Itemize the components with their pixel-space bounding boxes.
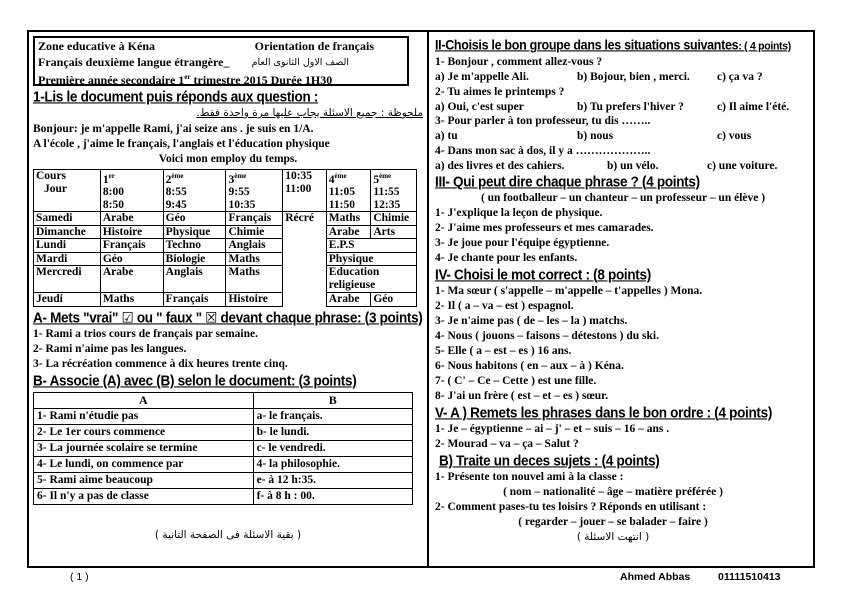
topic-1: 1- Présente ton nouvel ami à la classe : [435,471,624,483]
arabic-grade-label: الصف الاول الثانوى العام [251,56,349,68]
subject-cell: Arabe [100,212,163,226]
question: 3- Pour parler à ton professeur, tu dis …….. [435,115,651,127]
table-row [34,440,413,456]
part3-options: ( un footballeur – un chanteur – un professeur – un élève ) [480,192,766,204]
table-row [34,408,413,424]
column-a-cell: 1- Rami n'étudie pas [34,408,254,424]
subject-cell: Maths [100,293,163,307]
part5-item: 1- Je – égyptienne – ai – j' – et – suis – 16 – ans . [435,423,670,435]
options-row: a) Je m'appelle Ali. b) Bojour, bien , merci. c) ça va ? [435,71,763,83]
partA-item: 1- Rami a trios cours de français par semaine. [33,327,258,340]
period-1-header: 1er 8:00 8:50 [100,170,163,212]
question: 1- Bonjour , comment allez-vous ? [435,56,603,68]
day-cell: Dimanche [34,225,101,239]
column-b-cell: c- le vendredi. [253,440,412,456]
column-a-cell: 5- Rami aime beaucoup [34,472,254,488]
column-a-cell: 2- Le 1er cours commence [34,424,254,440]
schedule-row [34,212,417,226]
part5b-title: B) Traite un deces sujets : (4 points) [439,452,660,469]
question: 2- Tu aimes le printemps ? [435,85,565,98]
subject-cell: Physique [326,252,416,266]
part3-item: 3- Je joue pour l'équipe égyptienne. [435,237,610,249]
author-phone: 01111510413 [718,571,781,583]
subject-cell: Arabe [100,266,163,293]
part5-item: 2- Mourad – va – ça – Salut ? [435,438,579,450]
header-row-2 [38,55,404,71]
topic-2: 2- Comment pases-tu tes loisirs ? Réponds en utilisant : [435,501,707,513]
partB-title: B- Associe (A) avec (B) selon le document: (3 points) [33,372,357,389]
period-3-header: 3ème 9:55 10:35 [226,170,283,212]
subject-cell: Maths [226,252,283,266]
subject-cell: Français [100,239,163,253]
part3-item: 4- Je chante pour les enfants. [435,252,578,264]
column-b-cell: 4- la philosophie. [253,456,412,472]
question: 4- Dans mon sac à dos, il y a ……………….. [435,144,651,157]
column-a-header: A [34,392,254,408]
reading-para-3: Voici mon employ du temps. [158,153,298,165]
part3-item: 1- J'explique la leçon de physique. [435,207,603,219]
schedule-row [34,266,417,293]
part3-item: 2- J'aime mes professeurs et mes camarades. [435,222,654,234]
association-header [34,392,413,408]
subject-cell: Français [226,212,283,226]
table-row [34,456,413,472]
author-name: Ahmed Abbas [620,571,691,583]
part4-item: 3- Je n'aime pas ( de – les – la ) matchs. [435,315,628,327]
period-5-header: 5ème 11:55 12:35 [371,170,417,212]
subject-cell: Maths [326,212,371,226]
subject-cell: Anglais [226,239,283,253]
subject-cell: Chimie [226,225,283,239]
table-row [34,472,413,488]
part4-item: 4- Nous ( jouons – faisons – détestons ) du ski. [435,330,659,342]
left-column [33,36,423,505]
subject-cell: Arabe [326,293,371,307]
part4-item: 1- Ma sœur ( s'appelle – m'appelle – t'appelles ) Mona. [435,285,703,297]
schedule-row [34,252,417,266]
column-b-cell: a- le français. [253,408,412,424]
reading-para-1: Bonjour: je m'appelle Rami, j'ai seize ans . je suis en 1/A. [33,123,314,135]
header-row-3 [38,70,404,89]
column-b-cell: b- le lundi. [253,424,412,440]
subject-cell: Techno [163,239,226,253]
partA-item: 2- Rami n'aime pas les langues. [33,342,187,355]
page-number: ( 1 ) [70,571,89,583]
subject-cell: Biologie [163,252,226,266]
part4-item: 8- J'ai un frère ( est – et – es ) sœur. [435,390,609,402]
topic-1-hint: ( nom – nationalité – âge – matière préférée ) [503,486,723,498]
subject-cell: Géo [163,212,226,226]
break-header: 10:35 11:00 [283,170,327,212]
part4-item: 6- Nous habitons ( en – aux – à ) Kéna. [435,360,624,372]
period-4-header: 4ème 11:05 11:50 [326,170,371,212]
subject-cell: Education religieuse [326,266,416,293]
part4-item: 2- Il ( a – va – est ) espagnol. [435,300,574,312]
period-2-header: 2ème 8:55 9:45 [163,170,226,212]
subject-cell: Géo [100,252,163,266]
header-row-1 [38,39,404,55]
schedule-row [34,293,417,307]
schedule-row [34,239,417,253]
subject-cell: Maths [226,266,283,293]
subject-cell: E.P.S [326,239,416,253]
column-a-cell: 4- Le lundi, on commence par [34,456,254,472]
schedule-header-row [34,170,417,212]
subject-label: Orientation de français [254,39,374,53]
part4-title: IV- Choisi le mot correct : (8 points) [435,266,651,283]
subject-cell: Anglais [163,266,226,293]
schedule-corner-cell: Cours Jour [34,170,101,212]
part5-title: V- A ) Remets les phrases dans le bon ordre : (4 points) [435,404,773,421]
zone-label: Zone educative à Kéna [38,39,155,53]
part2-title: II-Choisis le bon groupe dans les situations suivantes: ( 4 points) [435,37,791,53]
day-cell: Lundi [34,239,101,253]
partA-item: 3- La récréation commence à dix heures trente cinq. [33,357,288,370]
subject-cell: Géo [371,293,417,307]
language-label: Français deuxième langue étrangère_ [38,54,230,69]
column-b-header: B [253,392,412,408]
table-row [34,424,413,440]
topic-2-hint: ( regarder – jouer – se balader – faire ) [518,516,708,528]
schedule-table [33,169,417,307]
end-note: ( انتهت الاسئلة ) [576,531,650,543]
options-row: a) des livres et des cahiers. b) un vélo. c) une voiture. [435,159,778,172]
subject-cell: Arts [371,225,417,239]
day-cell: Samedi [34,212,101,226]
continued-note: ( بقية الاسئلة فى الصفحة الثانية ) [154,529,302,541]
options-row: a) Oui, c'est super b) Tu prefers l'hiver ? c) Il aime l'été. [435,100,790,113]
subject-cell: Chimie [371,212,417,226]
options-row: a) tu b) nous c) vous [435,130,752,142]
arabic-note: ملحوظة : جميع الاسئلة يجاب عليها مرة واحدة فقط. [196,107,423,119]
day-cell: Mercredi [34,266,101,293]
subject-cell: Arabe [326,225,371,239]
table-row [34,488,413,504]
column-b-cell: f- à 8 h : 00. [253,488,412,504]
day-cell: Mardi [34,252,101,266]
right-column [435,36,811,545]
year-term-label: Première année secondaire 1er trimestre 2015 Durée 1H30 [38,73,333,87]
exam-header [33,36,409,86]
schedule-row [34,225,417,239]
reading-para-2: A l'école , j'aime le français, l'anglais et l'éducation physique [33,138,330,150]
subject-cell: Physique [163,225,226,239]
recess-cell: Récré [283,212,327,307]
part4-item: 7- ( C' – Ce – Cette ) est une fille. [435,375,597,387]
day-cell: Jeudi [34,293,101,307]
part1-title: 1-Lis le document puis réponds aux question : [33,88,319,105]
column-a-cell: 3- La journée scolaire se termine [34,440,254,456]
partA-title: A- Mets "vrai" ☑ ou " faux " ☒ devant chaque phrase: (3 points) [33,309,423,326]
subject-cell: Histoire [226,293,283,307]
subject-cell: Français [163,293,226,307]
part3-title: III- Qui peut dire chaque phrase ? (4 points) [435,173,700,190]
subject-cell: Histoire [100,225,163,239]
association-table [33,392,413,505]
column-a-cell: 6- Il n'y a pas de classe [34,488,254,504]
column-b-cell: e- à 12 h:35. [253,472,412,488]
part4-item: 5- Elle ( a – est – es ) 16 ans. [435,345,572,357]
